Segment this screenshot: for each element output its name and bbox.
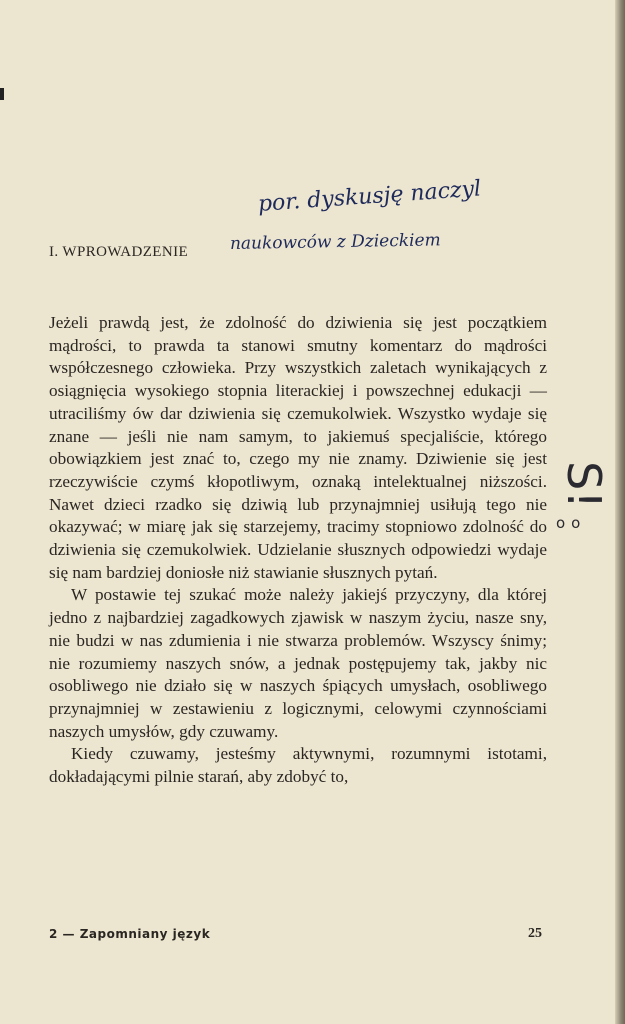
paragraph: Jeżeli prawdą jest, że zdolność do dziwienia się jest początkiem mądrości, to prawda ta stanowi smutny komentarz do mądrości współczesnego człowieka. Przy wszystkich zaletach wynikających z osiągnięcia wysokiego stopnia literackiej i powszechnej edukacji — utraciliśmy ów dar dziwienia się czemukolwiek. Wszystko wydaje się znane — jeśli nie nam samym, to jakiemuś specjaliście, którego obowiązkiem jest znać to, czego my nie znamy. Dziwienie się jest rzeczywiście czymś kłopotliwym, oznaką intelektualnej niższości. Nawet dzieci rzadko się dziwią lub przynajmniej usiłują tego nie okazywać; w miarę jak się starzejemy, tracimy stopniowo zdolność do dziwienia się czemukolwiek. Udzielanie słusznych odpowiedzi wydaje się nam bardziej doniosłe niż stawianie słusznych pytań. — [49, 313, 547, 582]
footer-signature: 2 — Zapomniany język — [49, 927, 211, 941]
page-edge — [615, 0, 625, 1024]
paragraph: W postawie tej szukać może należy jakiejś przyczyny, dla której jedno z najbardziej zagadkowych zjawisk w naszym życiu, nasze sny, nie budzi w nas zdumienia i nie stwarza problemów. Wszyscy śnimy; nie rozumiemy naszych snów, a jednak postępujemy tak, jakby nic osobliwego nie działo się w naszych śpiących umysłach, osobliwego przynajmniej w zestawieniu z logicznymi, celowymi czynnościami naszych umysłów, gdy czuwamy. — [49, 585, 547, 741]
handwritten-note-line-1: por. dyskusję naczyl — [257, 176, 482, 217]
margin-annotation-symbols: oo — [556, 514, 587, 532]
page-number: 25 — [528, 926, 542, 941]
handwritten-note-line-2: naukowców z Dzieckiem — [229, 230, 441, 254]
chapter-heading: I. WPROWADZENIE — [49, 244, 189, 260]
paragraph: Kiedy czuwamy, jesteśmy aktywnymi, rozumnymi istotami, dokładającymi pilnie starań, aby zdobyć to, — [49, 744, 547, 787]
margin-annotation-mark: S! — [556, 461, 611, 509]
margin-tick — [0, 88, 4, 100]
body-text — [49, 312, 547, 789]
